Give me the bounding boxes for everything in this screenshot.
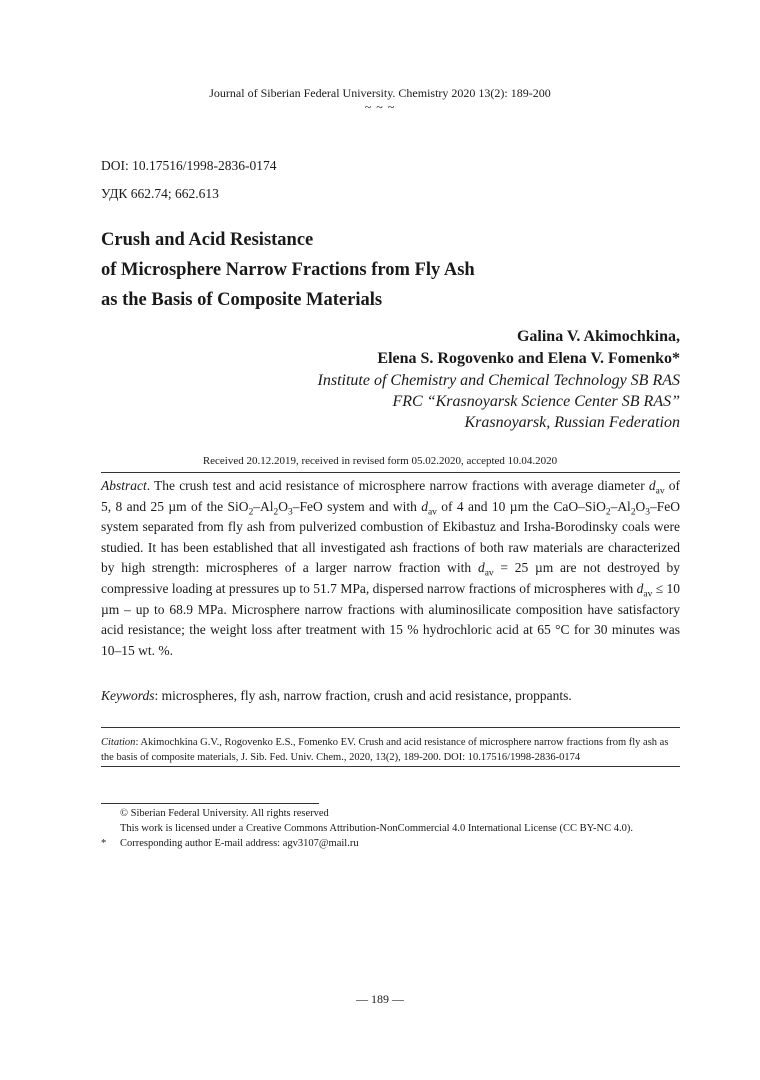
abstract: Abstract. The crush test and acid resistance of microsphere narrow fractions with average diameter $d_{av}$ of 5, 8 and 25 µm of the $SiO_2-Al_2O_3$–FeO system and with $d_{av}$ of 4 and 10 µm the CaO–$SiO_2-Al_2O_3$–FeO system separated from fly ash from pulverized combustion of Ekibastuz and Irsha-Borodinsky coals were studied. It has been established that all investigated ash fractions of both raw materials are characterized by high strength: microspheres of a larger narrow fraction with $d_{av} = 25$ µm are not destroyed by compressive loading at pressures up to 51.7 MPa, dispersed narrow fractions of microspheres with $d_{av} \le 10$ µm – up to 68.9 MPa. Microsphere narrow fractions with aluminosilicate composition have satisfactory acid resistance; the weight loss after treatment with 15 % hydrochloric acid at 65 °C for 30 minutes was 10–15 wt. %.: [101, 478, 680, 658]
keywords: Keywords: microspheres, fly ash, narrow fraction, crush and acid resistance, proppants.: [101, 688, 572, 703]
affiliation-line: FRC “Krasnoyarsk Science Center SB RAS”: [392, 393, 680, 410]
abstract-label: Abstract: [101, 478, 147, 493]
authors-line: Elena S. Rogovenko and Elena V. Fomenko*: [377, 350, 680, 367]
citation-top-rule: [101, 727, 680, 728]
affiliations: [318, 370, 680, 433]
title-line: as the Basis of Composite Materials: [101, 290, 383, 310]
received-dates: Received 20.12.2019, received in revised form 05.02.2020, accepted 10.04.2020: [202, 455, 558, 467]
footnote-rule: [101, 803, 319, 804]
header-ornament: ~ ~ ~: [364, 100, 396, 114]
abstract-top-rule: [101, 472, 680, 473]
footnote-mark: *: [101, 838, 107, 849]
citation-label: Citation: [101, 737, 136, 748]
udk-code: УДК 662.74; 662.613: [101, 186, 219, 201]
keywords-label: Keywords: [101, 688, 155, 703]
doi: DOI: 10.17516/1998-2836-0174: [101, 158, 277, 173]
title-line: Crush and Acid Resistance: [101, 230, 314, 250]
title-line: of Microsphere Narrow Fractions from Fly Ash: [101, 260, 475, 280]
running-header: Journal of Siberian Federal University. Chemistry 2020 13(2): 189-200: [209, 86, 551, 100]
page-number: — 189 —: [356, 992, 404, 1006]
footnote-license: This work is licensed under a Creative Commons Attribution-NonCommercial 4.0 International License (CC BY-NC 4.0).: [120, 823, 633, 834]
authors: [377, 326, 680, 370]
affiliation-line: Krasnoyarsk, Russian Federation: [464, 414, 680, 431]
footnotes: [101, 806, 701, 851]
authors-line: Galina V. Akimochkina,: [516, 328, 680, 345]
affiliation-line: Institute of Chemistry and Chemical Technology SB RAS: [317, 372, 680, 389]
footnote-corresponding: * Corresponding author E-mail address: agv3107@mail.ru: [101, 838, 359, 849]
footnote-copyright: © Siberian Federal University. All rights reserved: [120, 808, 329, 819]
citation-bottom-rule: [101, 766, 680, 767]
citation: Citation: Akimochkina G.V., Rogovenko E.S., Fomenko EV. Crush and acid resistance of microsphere narrow fractions from fly ash as the basis of composite materials, J. Sib. Fed. Univ. Chem., 2020, 13(2), 189-200. DOI: 10.17516/1998-2836-0174: [101, 737, 669, 763]
article-title: [101, 225, 475, 315]
